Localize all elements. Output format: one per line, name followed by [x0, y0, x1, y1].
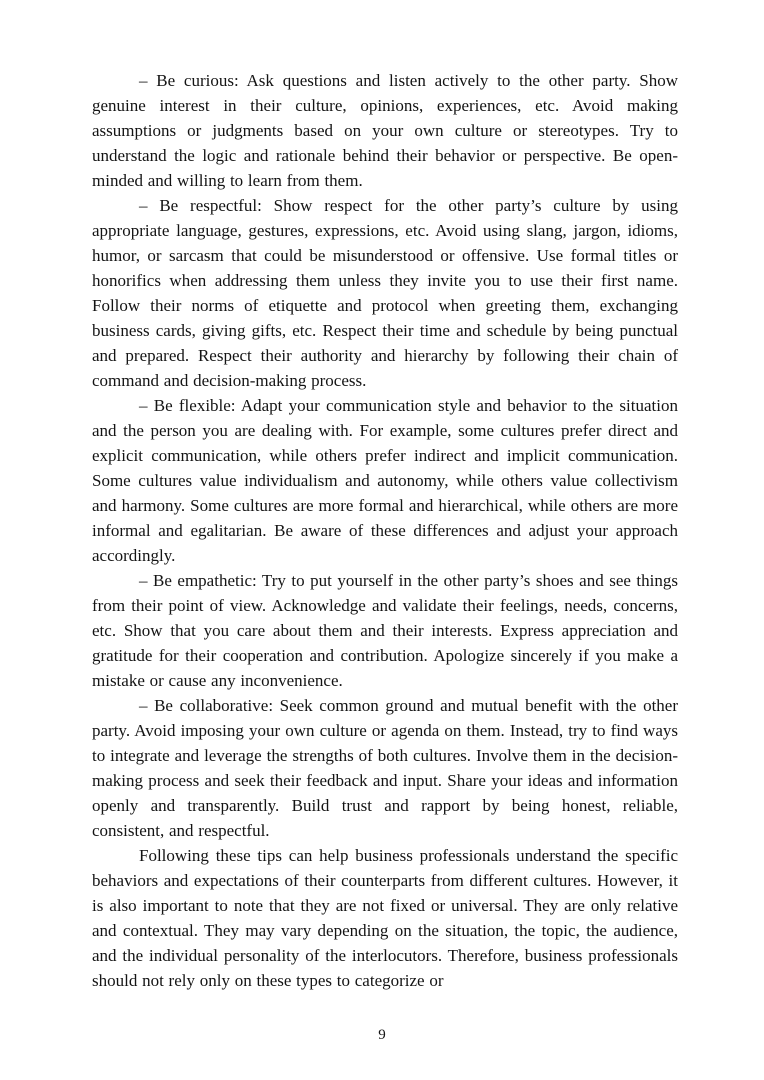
paragraph-be-collaborative: – Be collaborative: Seek common ground and mutual benefit with the other party. Avoid imposing your own culture or agenda on them. Instead, try to find ways to integrate and leverage the strengths of both cultures. Involve them in the decision-making process and seek their feedback and input. Share your ideas and information openly and transparently. Build trust and rapport by being honest, reliable, consistent, and respectful.	[92, 696, 678, 840]
page-text-block	[92, 68, 678, 993]
page-footer	[0, 1026, 764, 1044]
paragraph-following-tips: Following these tips can help business professionals understand the specific behaviors and expectations of their counterparts from different cultures. However, it is also important to note that they are not fixed or universal. They are only relative and contextual. They may vary depending on the situation, the topic, the audience, and the individual personality of the interlocutors. Therefore, business professionals should not rely only on these types to categorize or	[92, 846, 678, 990]
paragraph-be-flexible: – Be flexible: Adapt your communication style and behavior to the situation and the person you are dealing with. For example, some cultures prefer direct and explicit communication, while others prefer indirect and implicit communication. Some cultures value individualism and autonomy, while others value collectivism and harmony. Some cultures are more formal and hierarchical, while others are more informal and egalitarian. Be aware of these differences and adjust your approach accordingly.	[92, 396, 678, 565]
paragraph-be-empathetic: – Be empathetic: Try to put yourself in the other party’s shoes and see things from their point of view. Acknowledge and validate their feelings, needs, concerns, etc. Show that you care about them and their interests. Express appreciation and gratitude for their cooperation and contribution. Apologize sincerely if you make a mistake or cause any inconvenience.	[92, 571, 678, 690]
paragraph-be-respectful: – Be respectful: Show respect for the other party’s culture by using appropriate language, gestures, expressions, etc. Avoid using slang, jargon, idioms, humor, or sarcasm that could be misunderstood or offensive. Use formal titles or honorifics when addressing them unless they invite you to use their first name. Follow their norms of etiquette and protocol when greeting them, exchanging business cards, giving gifts, etc. Respect their time and schedule by being punctual and prepared. Respect their authority and hierarchy by following their chain of command and decision-making process.	[92, 196, 678, 390]
paragraph-be-curious: – Be curious: Ask questions and listen actively to the other party. Show genuine interest in their culture, opinions, experiences, etc. Avoid making assumptions or judgments based on your own culture or stereotypes. Try to understand the logic and rationale behind their behavior or perspective. Be open-minded and willing to learn from them.	[92, 71, 678, 190]
page-number: 9	[378, 1027, 386, 1043]
